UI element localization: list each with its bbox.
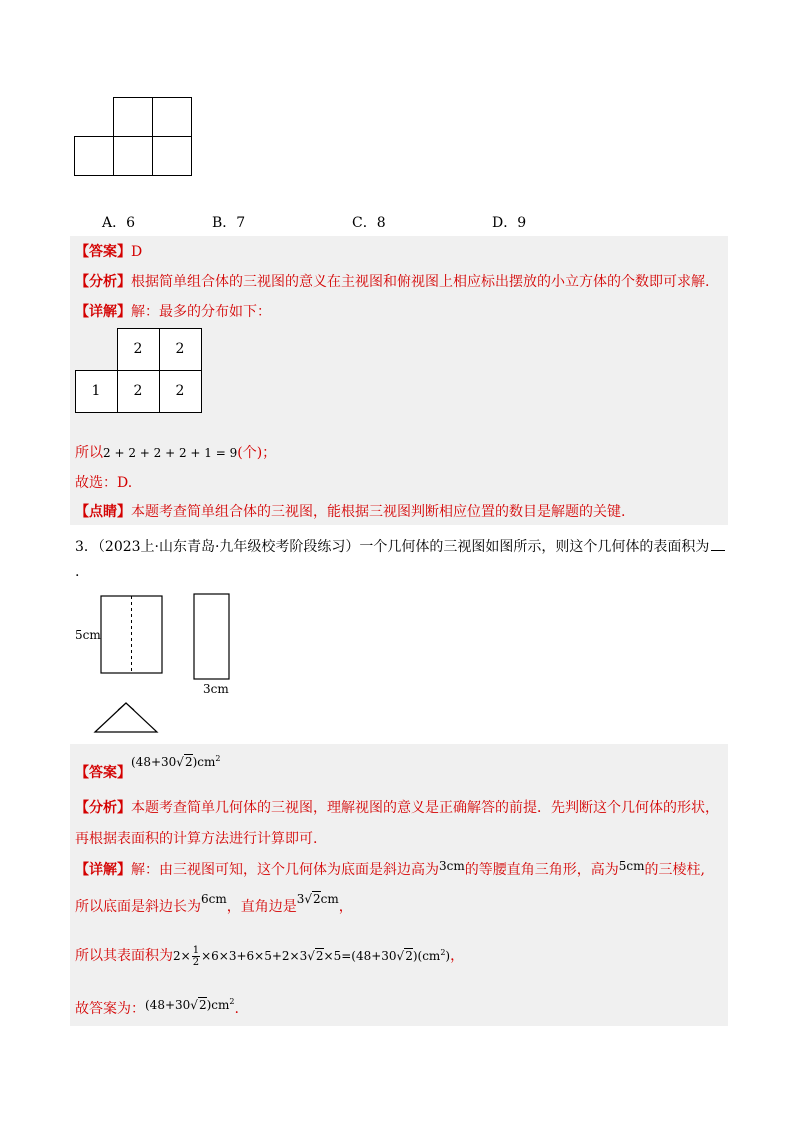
q2-choose: 故选：D.: [75, 475, 133, 491]
q2-analysis: 根据简单组合体的三视图的意义在主视图和俯视图上相应标出摆放的小立方体的个数即可求解.: [131, 274, 710, 290]
answer-part: (48+30: [131, 755, 177, 769]
choice-b[interactable]: B．7: [212, 215, 246, 231]
sqrt-symbol: √: [307, 949, 315, 963]
label-5cm: 5cm: [75, 628, 101, 642]
detail-text: 所以其表面积为: [75, 948, 173, 964]
answer-blank: [711, 550, 725, 551]
final-answer-expr: [145, 998, 234, 1012]
surface-area-expr: [173, 945, 451, 968]
right-angle-mark: [118, 703, 134, 710]
math-part: )cm: [206, 998, 230, 1012]
q3-final-line: [75, 998, 239, 1018]
sqrt-symbol: √: [190, 998, 198, 1012]
choice-c[interactable]: C．8: [352, 215, 386, 231]
answer-part: )cm: [192, 755, 216, 769]
q2-answer-line: [75, 241, 142, 261]
top-view-triangle: [95, 703, 157, 732]
math-part: 2×: [173, 949, 191, 963]
q3-answer-line: [75, 754, 221, 781]
sum-expression: 2 + 2 + 2 + 2 + 1 = 9: [103, 446, 238, 460]
superscript: 2: [229, 997, 235, 1006]
math-part: (48+30: [145, 998, 191, 1012]
answer-radicand: 2: [184, 755, 193, 769]
sqrt-symbol: √: [176, 755, 184, 769]
grid-cell: [113, 97, 153, 137]
detail-math: 5cm: [618, 859, 645, 873]
q3-analysis-1: 本题考查简单几何体的三视图，理解视图的意义是正确解答的前提．先判断这个几何体的形状，: [131, 800, 719, 816]
math-part: cm: [320, 892, 339, 906]
q2-answer: D: [131, 244, 143, 260]
sum-prefix: 所以: [75, 445, 103, 461]
q2-detail-line: [75, 301, 271, 321]
sqrt-symbol: √: [396, 949, 405, 963]
math-radicand: 2: [198, 998, 207, 1012]
q3-detail-line-3: [75, 945, 464, 968]
choice-d[interactable]: D．9: [492, 215, 527, 231]
q2-detail: 解：最多的分布如下：: [131, 304, 271, 320]
grid-number: 2: [175, 341, 185, 357]
answer-tag: 【答案】: [75, 765, 131, 781]
q2-comment-line: [75, 501, 625, 521]
detail-math: 6cm: [201, 892, 227, 906]
label-3cm: 3cm: [203, 682, 229, 696]
grid-cell: [152, 136, 192, 176]
detail-math: [297, 892, 339, 906]
q3-detail-line-1: [75, 859, 705, 879]
superscript: 2: [215, 754, 221, 763]
sqrt-symbol: √: [304, 892, 313, 906]
grid-cell: [152, 97, 192, 137]
math-part: 3: [296, 892, 305, 906]
grid-number: 2: [175, 383, 185, 399]
grid-cell: [113, 136, 153, 176]
detail-text: 故答案为：: [75, 1001, 145, 1017]
q3-analysis-line-1: [75, 797, 719, 817]
math-part: ×6×3+6×5+2×3: [201, 949, 308, 963]
fraction-denominator: 2: [192, 957, 200, 968]
grid-number: 2: [133, 383, 143, 399]
analysis-tag: 【分析】: [75, 800, 131, 816]
math-radicand: 2: [313, 892, 321, 906]
detail-tag: 【详解】: [75, 862, 131, 878]
detail-text: 解：由三视图可知，这个几何体为底面是斜边高为: [131, 862, 439, 878]
detail-tag: 【详解】: [75, 304, 131, 320]
detail-text: ，: [450, 948, 465, 964]
comment-tag: 【点睛】: [75, 504, 131, 520]
q3-answer-expr: [131, 755, 220, 769]
detail-math: 3cm: [439, 859, 465, 873]
answer-tag: 【答案】: [75, 244, 131, 260]
math-radicand: 2: [405, 949, 413, 963]
detail-text: 所以底面是斜边长为: [75, 899, 201, 915]
q3-analysis-2: 再根据表面积的计算方法进行计算即可.: [75, 831, 318, 847]
q3-question: [75, 536, 725, 556]
math-part: ×5=(48+30: [323, 949, 397, 963]
grid-cell: [74, 136, 114, 176]
detail-text: .: [234, 1001, 239, 1017]
grid-number: 2: [133, 341, 143, 357]
q2-comment: 本题考查简单组合体的三视图，能根据三视图判断相应位置的数目是解题的关键.: [131, 504, 626, 520]
fraction-numerator: 1: [192, 945, 200, 956]
q2-sum-line: [75, 442, 276, 462]
q3-detail-line-2: [75, 892, 353, 916]
fraction: [192, 945, 200, 968]
q3-question-text: 3．（2023上·山东青岛·九年级校考阶段练习）一个几何体的三视图如图所示，则这个几何体的表面积为: [75, 539, 710, 555]
detail-text: 的等腰直角三角形，高为: [464, 862, 619, 878]
detail-text: 的三棱柱,: [644, 862, 705, 878]
superscript: 2: [440, 948, 446, 957]
grid-number: 1: [91, 383, 101, 399]
math-part: ): [445, 949, 451, 963]
q3-solution-block: [70, 744, 728, 1026]
analysis-tag: 【分析】: [75, 274, 131, 290]
math-radicand: 2: [315, 949, 324, 963]
detail-text: ，直角边是: [226, 899, 297, 915]
q3-question-end: .: [75, 564, 80, 580]
sum-suffix: (个)；: [237, 445, 277, 461]
choice-a[interactable]: A．6: [102, 215, 136, 231]
side-view: [194, 594, 229, 679]
math-part: )(cm: [412, 949, 441, 963]
front-view: [101, 596, 162, 673]
q2-analysis-line: [75, 271, 709, 291]
detail-text: ，: [338, 899, 353, 915]
